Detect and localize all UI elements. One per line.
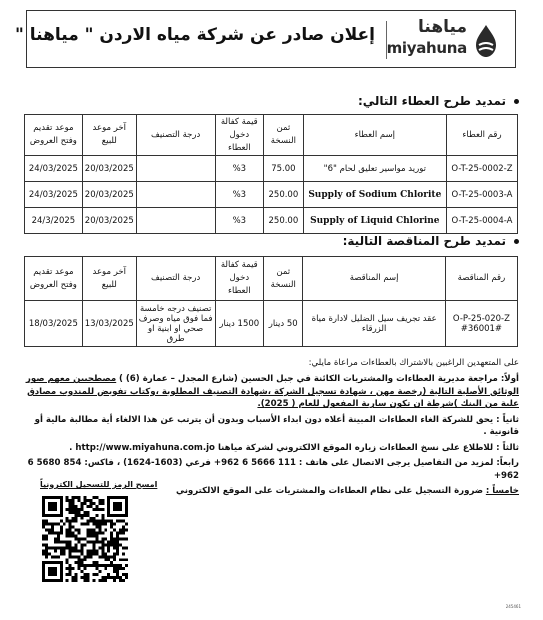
bid-name: عقد تجريف سيل الضليل لادارة مياة الزرقاء xyxy=(303,301,445,347)
terms-item-1: أولاً: مراجعة مديرية العطاءات والمشتريات الكائنة في جبل الحسين (شارع المجدل – عمارة (6) ) مصطحبين معهم صور الوثائق الأصلية التالية (رخصة مهن ، شهادة تسجيل الشركة ،شهادة التصنيف المطلوبة ،وكتاب تفويض للمندوب مصادق علية من البنك )شرطة ان تكون سارية المفعول للعام ( 2025). xyxy=(25,374,519,410)
header-box xyxy=(15,10,516,68)
bid-bond: %3 xyxy=(215,208,264,234)
classification xyxy=(136,208,215,234)
footer-code: 245461 xyxy=(505,604,521,609)
logo-arabic-text: مياهنا xyxy=(418,17,467,37)
terms-intro: على المتعهدين الراغبين بالاشتراك بالعطاءات مراعاة مايلي: xyxy=(308,358,519,368)
section2-title: تمديد طرح المناقصة التالية: xyxy=(343,234,519,248)
bid-table xyxy=(24,256,518,347)
table-row xyxy=(25,208,518,234)
table-row xyxy=(25,156,518,182)
bid-bond: 1500 دينار xyxy=(215,301,264,347)
classification xyxy=(136,156,215,182)
submission-date: 24/03/2025 xyxy=(25,156,83,182)
terms-item-4: رابعاً: لمزيد من التفاصيل يرجى الاتصال على هاتف : 111 5666 6 962+ فرعي (1603-1624) ، فاكس: 854 5680 6 962+ xyxy=(27,458,519,481)
terms-item-3: ثالثاً : للاطلاع على نسخ العطاءات زياره الموقع الالكتروني لشركة مياهنا http://www.miyahuna.com.jo . xyxy=(69,442,519,453)
col-header: رقم المناقصة xyxy=(445,257,517,301)
col-header: ثمن النسخة xyxy=(264,115,304,156)
copy-price: 75.00 xyxy=(264,156,304,182)
bid-bond: %3 xyxy=(215,156,264,182)
terms-text xyxy=(25,357,519,498)
tender-name: توريد مواسير تعليق لحام "6" xyxy=(303,156,446,182)
col-header: آخر موعد للبيع xyxy=(82,257,136,301)
col-header: آخر موعد للبيع xyxy=(82,115,136,156)
table-header-row xyxy=(25,115,518,156)
bid-number: O-P-25-020-Z #36001# xyxy=(445,301,517,347)
tender-name: Supply of Liquid Chlorine xyxy=(303,208,446,234)
last-sale-date: 13/03/2025 xyxy=(82,301,136,347)
bullet-icon xyxy=(514,99,519,104)
col-header: ثمن النسخة xyxy=(264,257,303,301)
logo-english-text: miyahuna xyxy=(386,39,467,57)
submission-date: 24/3/2025 xyxy=(25,208,83,234)
bid-bond: %3 xyxy=(215,182,264,208)
last-sale-date: 20/03/2025 xyxy=(82,182,136,208)
table-row xyxy=(25,182,518,208)
col-header: درجة التصنيف xyxy=(136,115,215,156)
last-sale-date: 20/03/2025 xyxy=(82,208,136,234)
col-header: إسم العطاء xyxy=(303,115,446,156)
col-header: درجة التصنيف xyxy=(136,257,215,301)
col-header: موعد تقديم وفتح العروض xyxy=(25,115,83,156)
col-header: قيمة كفالة دخول العطاء xyxy=(215,115,264,156)
submission-date: 24/03/2025 xyxy=(25,182,83,208)
col-header: رقم العطاء xyxy=(446,115,517,156)
tender-number: O-T-25-0003-A xyxy=(446,182,517,208)
col-header: قيمة كفالة دخول العطاء xyxy=(215,257,264,301)
announcement-title: إعلان صادر عن شركة مياه الاردن " مياهنا " xyxy=(15,25,375,45)
tender-number: O-T-25-0002-Z xyxy=(446,156,517,182)
tender-number: O-T-25-0004-A xyxy=(446,208,517,234)
copy-price: 250.00 xyxy=(264,182,304,208)
col-header: موعد تقديم وفتح العروض xyxy=(25,257,83,301)
terms-item-2: ثانياً : يحق للشركة الغاء العطاءات المبينة أعلاه دون ابداء الأسباب وبدون أن يترتب عن هذا الالغاء أية مطالبة مالية أو قانونية . xyxy=(34,414,519,438)
bullet-icon xyxy=(514,239,519,244)
miyahuna-logo xyxy=(386,17,505,63)
tender-name: Supply of Sodium Chlorite xyxy=(303,182,446,208)
logo-divider xyxy=(386,21,387,59)
copy-price: 50 دينار xyxy=(264,301,303,347)
table-row xyxy=(25,301,518,347)
tender-table xyxy=(24,114,518,234)
last-sale-date: 20/03/2025 xyxy=(82,156,136,182)
copy-price: 250.00 xyxy=(264,208,304,234)
classification xyxy=(136,182,215,208)
qr-code-icon[interactable] xyxy=(42,496,128,582)
classification: تصنيف درجه خامسة فما فوق مياه وصرف صحي او ابنية او طرق xyxy=(136,301,215,347)
submission-date: 18/03/2025 xyxy=(25,301,83,347)
col-header: إسم المناقصة xyxy=(303,257,445,301)
table-header-row xyxy=(25,257,518,301)
terms-item-5: خامساً : ضرورة التسجيل على نظام العطاءات والمشتريات على الموقع الالكتروني xyxy=(176,486,519,497)
water-drop-icon xyxy=(471,23,501,59)
qr-caption: امسح الرمز للتسجيل الكترونياً xyxy=(40,480,158,489)
section1-title: تمديد طرح العطاء التالي: xyxy=(358,94,519,108)
